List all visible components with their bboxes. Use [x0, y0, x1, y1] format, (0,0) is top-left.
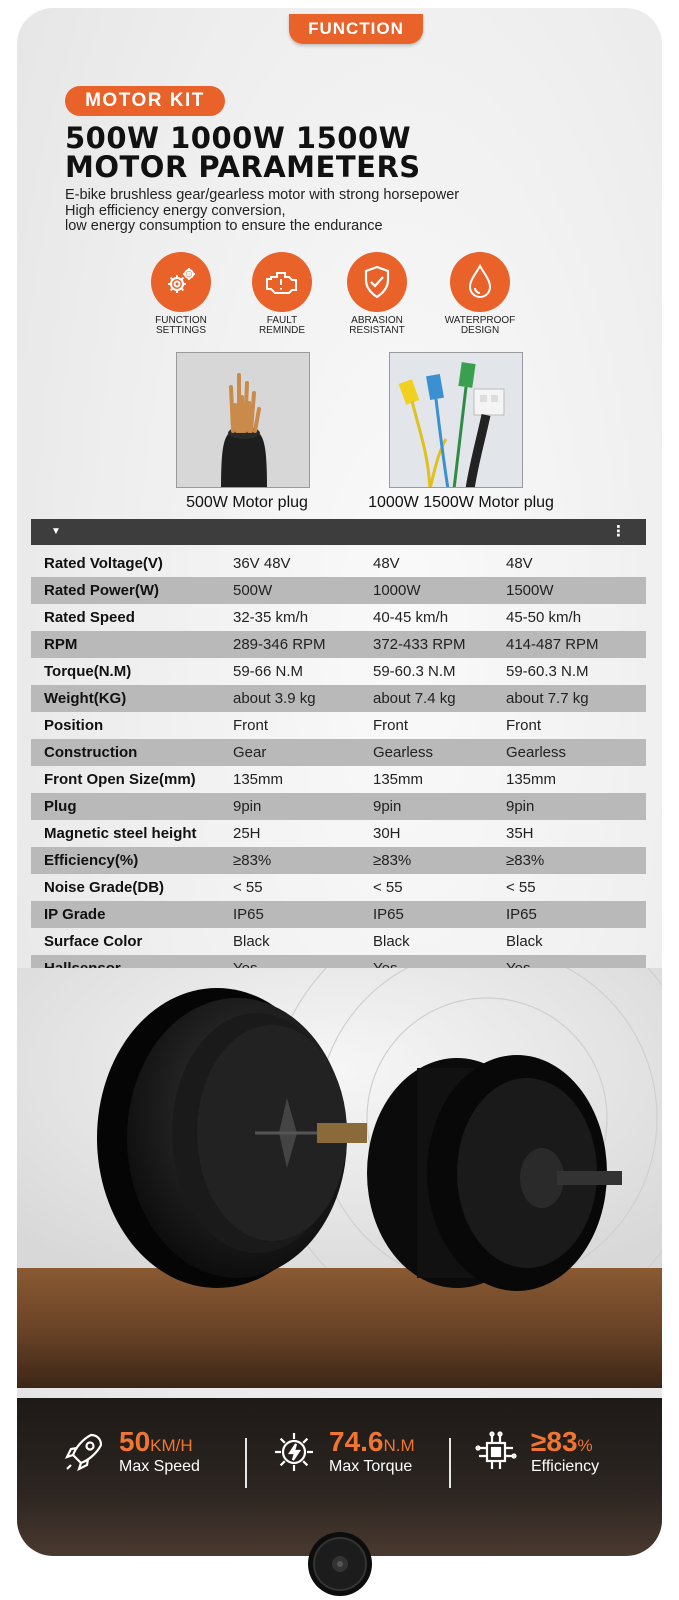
cell-1000w: about 7.4 kg [373, 690, 456, 707]
torque-gear-icon [271, 1429, 317, 1475]
table-row [31, 604, 646, 631]
cell-500w: 135mm [233, 771, 284, 788]
cell-1000w: Black [373, 933, 410, 950]
feature-label: WATERPROOF [444, 315, 516, 326]
cell-1500w: about 7.7 kg [506, 690, 589, 707]
table-row [31, 820, 646, 847]
cell-500w: < 55 [233, 879, 263, 896]
1000w-1500w-plug-caption: 1000W 1500W Motor plug [368, 494, 554, 511]
row-label: Torque(N.M) [44, 663, 132, 680]
row-label: Magnetic steel height [44, 825, 197, 842]
shield-check-icon [347, 252, 407, 312]
cell-1500w: Black [506, 933, 543, 950]
cell-500w: Black [233, 933, 270, 950]
cell-1500w: 59-60.3 N.M [506, 663, 589, 680]
row-label: Surface Color [44, 933, 143, 950]
cell-500w: IP65 [233, 906, 264, 923]
table-row [31, 874, 646, 901]
product-card [17, 8, 662, 1556]
cell-1000w: IP65 [373, 906, 404, 923]
table-row [31, 550, 646, 577]
row-label: Weight(KG) [44, 690, 127, 707]
stat-unit: % [577, 1436, 593, 1455]
cell-1000w: 9pin [373, 798, 402, 815]
stat-value: 50 [119, 1426, 151, 1457]
cell-1500w: Gearless [506, 744, 567, 761]
table-row [31, 712, 646, 739]
table-row [31, 928, 646, 955]
title-line-1: 500W 1000W 1500W [65, 121, 412, 155]
cell-1500w: IP65 [506, 906, 537, 923]
stat-max-torque [271, 1428, 415, 1476]
table-row [31, 631, 646, 658]
feature-label: FUNCTION [155, 315, 207, 326]
cell-1000w: 30H [373, 825, 401, 842]
table-row [31, 793, 646, 820]
row-label: Plug [44, 798, 77, 815]
table-row [31, 739, 646, 766]
gears-icon [151, 252, 211, 312]
feature-function-settings [126, 252, 236, 336]
500w-plug-photo [176, 352, 310, 488]
table-header-bar [31, 519, 646, 545]
cell-1000w: 372-433 RPM [373, 636, 466, 653]
stat-value: 74.6 [329, 1426, 384, 1457]
table-row [31, 901, 646, 928]
cell-500w: Gear [233, 744, 267, 761]
cell-1000w: 59-60.3 N.M [373, 663, 456, 680]
row-label: Rated Voltage(V) [44, 555, 163, 572]
more-vertical-icon[interactable]: ⋮ [611, 523, 626, 540]
row-label: Efficiency(%) [44, 852, 139, 869]
title-line-2: MOTOR PARAMETERS [65, 150, 421, 184]
cell-500w: ≥83% [233, 852, 272, 869]
1000w-1500w-plug-photo [389, 352, 523, 488]
table-row [31, 658, 646, 685]
function-tab: FUNCTION [289, 14, 423, 44]
feature-label: ABRASION [351, 315, 403, 326]
cell-500w: 32-35 km/h [233, 609, 309, 626]
subtitle [65, 188, 625, 235]
cell-1000w: Front [373, 717, 409, 734]
engine-warning-icon [252, 252, 312, 312]
cell-1500w: Front [506, 717, 542, 734]
cell-1500w: 45-50 km/h [506, 609, 582, 626]
table-row [31, 685, 646, 712]
stats-divider [449, 1438, 451, 1488]
feature-abrasion-resistant [322, 252, 432, 336]
cell-1000w: 40-45 km/h [373, 609, 449, 626]
feature-waterproof-design [425, 252, 535, 336]
rocket-icon [61, 1429, 107, 1475]
chip-icon [473, 1429, 519, 1475]
cell-500w: 59-66 N.M [233, 663, 304, 680]
feature-label: SETTINGS [155, 325, 206, 336]
cell-1500w: < 55 [506, 879, 536, 896]
cell-1000w: Gearless [373, 744, 434, 761]
cell-500w: Front [233, 717, 269, 734]
cell-500w: 9pin [233, 798, 262, 815]
cell-1500w: 414-487 RPM [506, 636, 599, 653]
subtitle-line: E-bike brushless gear/gearless motor with strong horsepower [65, 187, 460, 203]
cell-1000w: ≥83% [373, 852, 412, 869]
row-label: Position [44, 717, 104, 734]
cell-500w: about 3.9 kg [233, 690, 316, 707]
subtitle-line: low energy consumption to ensure the endurance [65, 218, 383, 234]
cell-500w: 500W [233, 582, 273, 599]
cell-500w: 289-346 RPM [233, 636, 326, 653]
cell-1500w: 48V [506, 555, 533, 572]
parameters-table [31, 550, 646, 982]
stat-caption: Efficiency [531, 1458, 600, 1475]
table-row [31, 577, 646, 604]
cell-1500w: 35H [506, 825, 534, 842]
stat-caption: Max Speed [119, 1458, 200, 1475]
cell-1500w: 1500W [506, 582, 554, 599]
motor-product-photo [17, 968, 662, 1428]
feature-label: REMINDE [258, 325, 306, 336]
stats-divider [245, 1438, 247, 1488]
row-label: Front Open Size(mm) [44, 771, 196, 788]
feature-label: FAULT [266, 315, 298, 326]
table-row [31, 847, 646, 874]
water-drop-icon [450, 252, 510, 312]
feature-label: DESIGN [460, 325, 500, 336]
row-label: Rated Speed [44, 609, 135, 626]
cell-1000w: 1000W [373, 582, 421, 599]
page-title [65, 121, 625, 184]
cell-1000w: 48V [373, 555, 400, 572]
cell-1500w: 9pin [506, 798, 535, 815]
cell-1000w: 135mm [373, 771, 424, 788]
stat-unit: N.M [383, 1436, 415, 1455]
row-label: Rated Power(W) [44, 582, 160, 599]
stat-max-speed [61, 1428, 200, 1476]
cell-500w: 25H [233, 825, 261, 842]
500w-plug-caption: 500W Motor plug [186, 494, 308, 511]
cell-1500w: 135mm [506, 771, 557, 788]
cell-1500w: ≥83% [506, 852, 545, 869]
row-label: Construction [44, 744, 138, 761]
motor-kit-badge: MOTOR KIT [65, 86, 225, 116]
stat-efficiency [473, 1428, 599, 1476]
hub-motor-thumbnail [306, 1530, 374, 1598]
stat-caption: Max Torque [329, 1458, 413, 1475]
row-label: IP Grade [44, 906, 106, 923]
table-row [31, 766, 646, 793]
stat-value: ≥83 [531, 1426, 578, 1457]
subtitle-line: High efficiency energy conversion, [65, 202, 286, 219]
row-label: RPM [44, 636, 78, 653]
caret-down-icon[interactable]: ▼ [51, 526, 61, 537]
cell-500w: 36V 48V [233, 555, 291, 572]
row-label: Noise Grade(DB) [44, 879, 165, 896]
stat-unit: KM/H [150, 1436, 193, 1455]
feature-label: RESISTANT [349, 325, 405, 336]
feature-fault-reminde [227, 252, 337, 336]
cell-1000w: < 55 [373, 879, 403, 896]
